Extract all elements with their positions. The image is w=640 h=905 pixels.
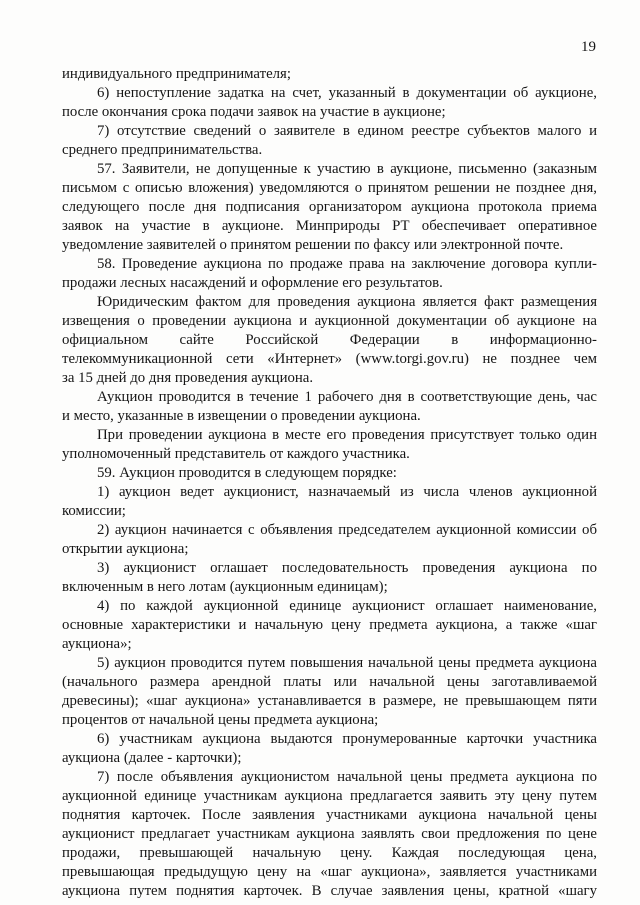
text-line: При проведении аукциона в месте его проведения присутствует только один [97, 427, 597, 443]
paragraph [62, 293, 597, 388]
text-line: открытии аукциона; [62, 541, 189, 557]
text-line: продажи, превышающей начальную цену. Каждая последующая цена, [62, 845, 597, 861]
text-line: 6) непоступление задатка на счет, указанный в документации об аукционе, [97, 85, 597, 101]
text-line: 6) участникам аукциона выдаются пронумерованные карточки участника [97, 731, 597, 747]
text-line: официальном сайте Российской Федерации в информационно- [62, 332, 597, 348]
text-line: превышающая предыдущую цену на «шаг аукциона», заявляется участниками [62, 864, 597, 880]
text-line: 2) аукцион начинается с объявления председателем аукционной комиссии об [97, 522, 597, 538]
paragraph [62, 65, 597, 84]
text-line: среднего предпринимательства. [62, 142, 263, 158]
paragraph [62, 597, 597, 654]
text-line: и место, указанные в извещении о проведении аукциона. [62, 408, 421, 424]
paragraph [62, 84, 597, 122]
paragraph [62, 483, 597, 521]
paragraph [62, 559, 597, 597]
text-line: поднятия карточек. После заявления участниками аукциона начальной цены [62, 807, 597, 823]
text-line: 4) по каждой аукционной единице аукционист оглашает наименование, [97, 598, 597, 614]
text-line: 5) аукцион проводится путем повышения начальной цены предмета аукциона [97, 655, 597, 671]
paragraph [62, 521, 597, 559]
text-line: уполномоченный представитель от каждого участника. [62, 446, 410, 462]
text-line: заявок на участие в аукционе. Минприроды РТ обеспечивает оперативное [62, 218, 597, 234]
text-line: аукциона (далее - карточки); [62, 750, 242, 766]
paragraph [62, 768, 597, 901]
text-line: аукционной единице участникам аукциона предлагается заявить эту цену путем [62, 788, 597, 804]
text-line: после окончания срока подачи заявок на участие в аукционе; [62, 104, 446, 120]
paragraph [62, 255, 597, 293]
body-text [62, 65, 597, 901]
text-line: аукциона»; [62, 636, 132, 652]
text-line: 1) аукцион ведет аукционист, назначаемый из числа членов аукционной [97, 484, 597, 500]
text-line: аукционист предлагает участникам аукциона заявлять свои предложения по цене [62, 826, 597, 842]
paragraph [62, 160, 597, 255]
text-line: Аукцион проводится в течение 1 рабочего дня в соответствующие день, час [97, 389, 597, 405]
text-line: (начального размера арендной платы или начальной цены заготавливаемой [62, 674, 597, 690]
paragraph [62, 426, 597, 464]
text-line: телекоммуникационной сети «Интернет» (www.torgi.gov.ru) не позднее чем [62, 351, 597, 367]
text-line: продажи лесных насаждений и оформление его результатов. [62, 275, 443, 291]
text-line: письмом с описью вложения) уведомляются о принятом решении не позднее дня, [62, 180, 597, 196]
text-line: 57. Заявители, не допущенные к участию в аукционе, письменно (заказным [97, 161, 597, 177]
text-line: включенным в него лотам (аукционным единицам); [62, 579, 388, 595]
text-line: уведомление заявителей о принятом решении по факсу или электронной почте. [62, 237, 564, 253]
text-line: аукциона путем поднятия карточек. В случае заявления цены, кратной «шагу [62, 883, 597, 899]
text-line: Юридическим фактом для проведения аукциона является факт размещения [97, 294, 597, 310]
page-number: 19 [581, 39, 596, 55]
text-line: извещения о проведении аукциона и аукционной документации об аукционе на [62, 313, 597, 329]
paragraph [62, 388, 597, 426]
text-line: древесины); «шаг аукциона» устанавливается в размере, не превышающем пяти [62, 693, 597, 709]
paragraph [62, 122, 597, 160]
text-line: основные характеристики и начальную цену предмета аукциона, а также «шаг [62, 617, 597, 633]
text-line: 59. Аукцион проводится в следующем порядке: [97, 465, 397, 481]
text-line: 7) отсутствие сведений о заявителе в едином реестре субъектов малого и [97, 123, 597, 139]
paragraph [62, 464, 597, 483]
paragraph [62, 654, 597, 730]
text-line: 3) аукционист оглашает последовательность проведения аукциона по [97, 560, 597, 576]
paragraph [62, 730, 597, 768]
text-line: процентов от начальной цены предмета аукциона; [62, 712, 379, 728]
text-line: следующего после дня подписания организатором аукциона протокола приема [62, 199, 597, 215]
text-line: комиссии; [62, 503, 126, 519]
text-line: за 15 дней до дня проведения аукциона. [62, 370, 314, 386]
text-line: индивидуального предпринимателя; [62, 66, 291, 82]
text-line: 58. Проведение аукциона по продаже права на заключение договора купли- [97, 256, 597, 272]
text-line: 7) после объявления аукционистом начальной цены предмета аукциона по [97, 769, 597, 785]
